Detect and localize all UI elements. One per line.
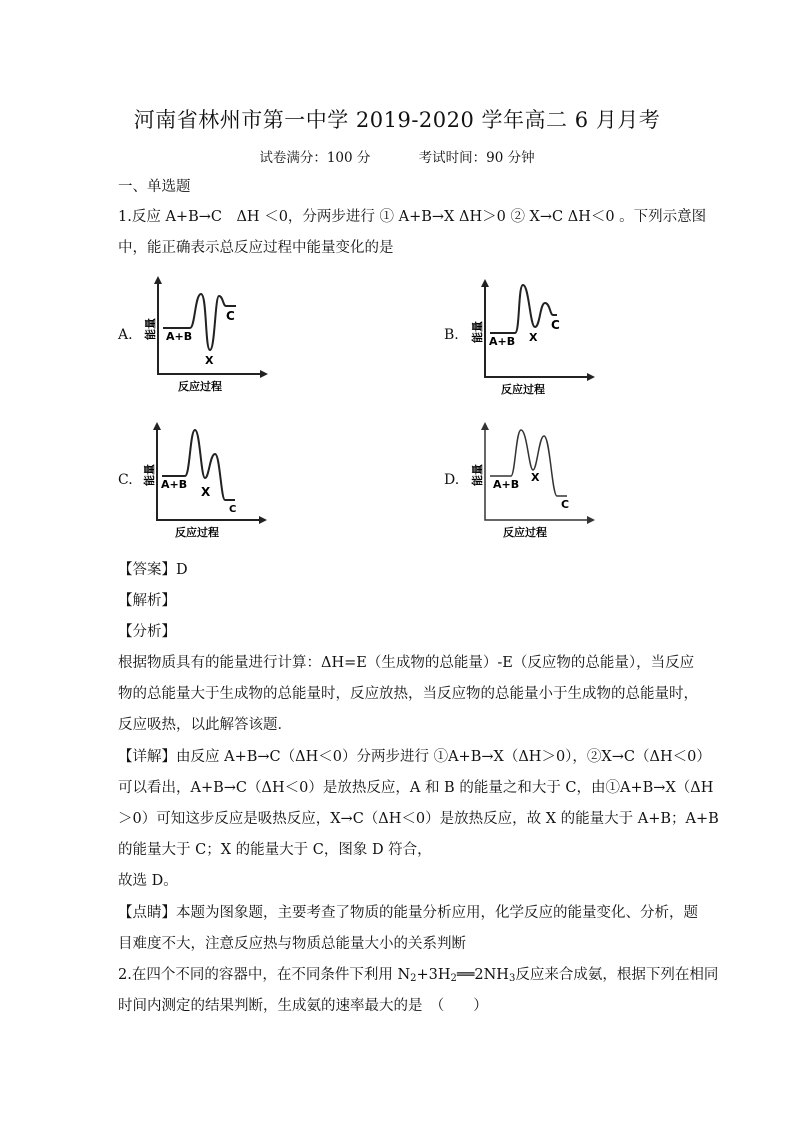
q1-stem-line2: 中，能正确表示总反应过程中能量变化的是 [118,240,394,256]
reactants-label: A+B [161,478,188,491]
energy-diagram-d [465,418,600,543]
reactants-label: A+B [166,330,193,343]
y-axis-label: 能量 [144,318,157,340]
section-title: 一、单选题 [118,179,191,195]
option-c-label: C. [118,472,133,488]
energy-diagram-c [137,418,272,543]
energy-diagram-a [138,272,273,397]
q2-stem-line2: 时间内测定的结果判断，生成氨的速率最大的是 （ ） [118,998,488,1014]
q2-stem-line1: 2.在四个不同的容器中，在不同条件下利用 $N_2+3H_2══2NH_3$反应来合成氨，根据下列在相同 [118,967,719,984]
detail-line-1: 【详解】由反应 A+B→C（ΔH＜0）分两步进行 ①A+B→X（ΔH＞0），②X→C（ΔH＜0） [118,749,711,765]
analysis-heading: 【解析】 [118,593,176,609]
product-label: C [551,318,560,332]
x-axis-label: 反应过程 [178,380,222,393]
detail-line-3: ＞0）可知这步反应是吸热反应，X→C（ΔH＜0）是放热反应，故 X 的能量大于 A+B；A+B [118,811,719,827]
detail-line-4: 的能量大于 C；X 的能量大于 C，图象 D 符合， [118,842,432,858]
y-axis-label: 能量 [471,321,484,343]
product-label: C [229,504,237,515]
option-d-label: D. [444,472,460,488]
y-axis-label: 能量 [143,464,156,486]
exam-info [0,146,794,166]
product-label: C [561,498,570,511]
fenxi-line-2: 物的总能量大于生成物的总能量时，反应放热，当反应物的总能量小于生成物的总能量时， [118,686,698,702]
option-a-label: A. [118,327,133,343]
fenxi-line-1: 根据物质具有的能量进行计算：ΔH=E（生成物的总能量）-E（反应物的总能量），当反应 [118,655,695,671]
x-axis-label: 反应过程 [503,526,547,539]
detail-line-2: 可以看出，A+B→C（ΔH＜0）是放热反应，A 和 B 的能量之和大于 C，由①A+B→X（ΔH [118,780,714,796]
remark-line-1: 【点睛】本题为图象题，主要考查了物质的能量分析应用，化学反应的能量变化、分析，题 [118,905,698,921]
x-axis-label: 反应过程 [501,383,545,396]
option-b-label: B. [444,327,459,343]
fenxi-heading: 【分析】 [118,624,176,640]
product-label: C [226,309,235,323]
detail-line-5: 故选 D。 [118,873,178,889]
page-title: 河南省林州市第一中学 2019-2020 学年高二 6 月月考 [133,108,661,132]
y-axis-label: 能量 [471,464,484,486]
energy-diagram-b [465,275,600,400]
intermediate-label: X [205,354,214,367]
reactants-label: A+B [489,335,516,348]
reactants-label: A+B [493,478,520,491]
exam-time: 考试时间：90 分钟 [418,150,535,166]
remark-line-2: 目难度不大，注意反应热与物质总能量大小的关系判断 [118,936,466,952]
intermediate-label: X [529,331,538,344]
q1-stem-line1: 1.反应 A+B→C ΔH ＜0，分两步进行 ① A+B→X ΔH＞0 ② X→C ΔH＜0 。下列示意图 [118,209,707,225]
full-score: 试卷满分：100 分 [259,150,371,166]
intermediate-label: X [531,471,540,484]
answer-line: 【答案】D [118,562,188,578]
intermediate-label: X [201,485,211,499]
x-axis-label: 反应过程 [175,526,219,539]
fenxi-line-3: 反应吸热，以此解答该题． [118,717,292,733]
